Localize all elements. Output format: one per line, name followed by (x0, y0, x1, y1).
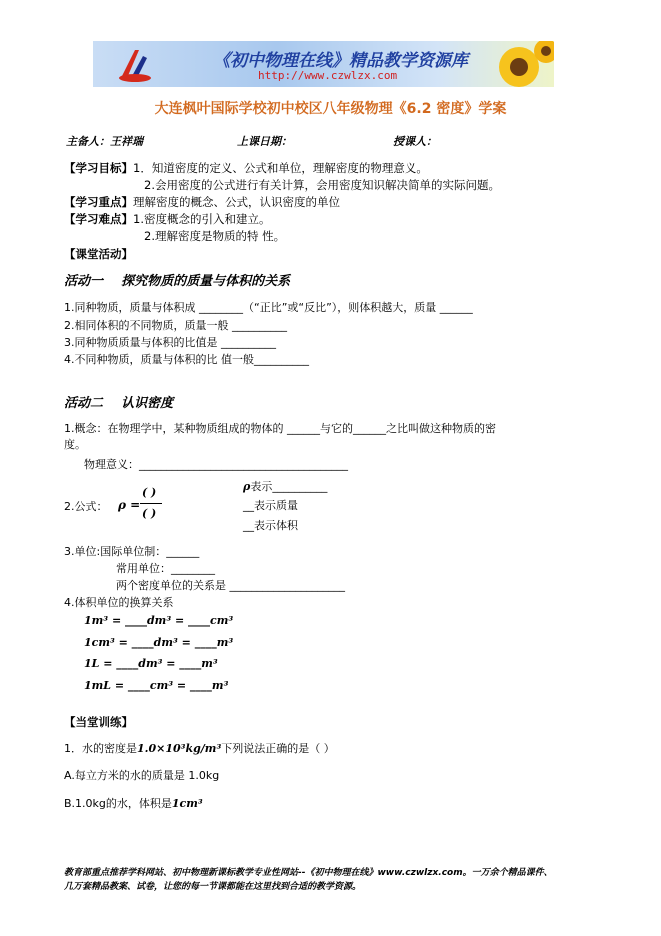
concept-line-2: 度。 (64, 438, 86, 451)
mass-description: __表示质量 (243, 499, 298, 512)
option-b-math: 1cm³ (171, 797, 203, 810)
footer-line-1: 教育部重点推荐学科网站、初中物理新课标教学专业性网站--《初中物理在线》www.czwlzx.com。一万余个精品课件、 (64, 868, 553, 878)
goal-2: 2.会用密度的公式进行有关计算，会用密度知识解决简单的实际问题。 (144, 178, 500, 192)
conversion-title: 4.体积单位的换算关系 (64, 596, 174, 609)
practice-label: 【当堂训练】 (64, 715, 133, 729)
practice-q1-post: 下列说法正确的是（ ） (221, 742, 335, 755)
key-text: 理解密度的概念、公式，认识密度的单位 (133, 195, 340, 209)
hard-2: 2.理解密度是物质的特 性。 (144, 229, 286, 243)
teacher: 授课人： (393, 135, 437, 148)
conversion-1: 1m³ = ____dm³ = ____cm³ (84, 614, 234, 627)
concept-line-1: 1.概念：在物理学中，某种物质组成的物体的 ______与它的______之比叫做这种物质的密 (64, 422, 496, 435)
fraction-bar (140, 503, 162, 504)
hard-section (64, 211, 270, 227)
activity1-title: 活动一 探究物质的质量与体积的关系 (64, 274, 291, 289)
sunflower-icon (464, 41, 554, 87)
activity1-q2: 2.相同体积的不同物质，质量一般 __________ (64, 319, 287, 332)
hard-label: 【学习难点】 (64, 212, 133, 226)
footer-line-2: 几万套精品教案、试卷，让您的每一节课都能在这里找到合适的教学资源。 (64, 882, 362, 892)
header-banner (93, 41, 554, 87)
key-label: 【学习重点】 (64, 195, 133, 209)
activity1-q4: 4.不同种物质，质量与体积的比 值一般__________ (64, 353, 309, 366)
practice-q1-math: 1.0×10³kg/m³ (137, 742, 222, 755)
goal-label: 【学习目标】 (64, 161, 133, 175)
class-date: 上课日期： (237, 135, 292, 148)
activity-label: 【课堂活动】 (64, 247, 133, 261)
option-b (64, 795, 203, 811)
formula-numerator: ( ) (142, 486, 157, 499)
option-b-text: B.1.0kg的水，体积是 (64, 797, 172, 810)
rho-symbol: ρ (243, 480, 251, 493)
rho-description (243, 478, 327, 494)
option-a: A.每立方米的水的质量是 1.0kg (64, 769, 220, 782)
conversion-2: 1cm³ = ____dm³ = ____m³ (84, 636, 234, 649)
logo-icon (115, 44, 155, 84)
activity2-title: 活动二 认识密度 (64, 396, 174, 411)
banner-url[interactable]: http://www.czwlzx.com (258, 69, 398, 82)
formula-label: 2.公式： (64, 500, 108, 513)
hard-1: 1.密度概念的引入和建立。 (133, 212, 271, 226)
formula-denominator: ( ) (142, 507, 157, 520)
practice-q1 (64, 740, 335, 756)
conversion-4: 1mL = ____cm³ = ____m³ (84, 679, 229, 692)
activity1-q1: 1.同种物质，质量与体积成 ________（“正比”或“反比”），则体积越大，质量 ______ (64, 301, 473, 314)
volume-description: __表示体积 (243, 519, 298, 532)
conversion-3: 1L = ____dm³ = ____m³ (84, 657, 218, 670)
rho-desc-text: 表示__________ (250, 480, 328, 493)
physical-meaning: 物理意义：______________________________________ (84, 458, 348, 471)
preparer: 主备人：王祥瑞 (66, 135, 143, 148)
practice-q1-pre: 1．水的密度是 (64, 742, 137, 755)
goal-1: 1．知道密度的定义、公式和单位，理解密度的物理意义。 (133, 161, 428, 175)
unit-si: 3.单位:国际单位制：______ (64, 545, 200, 558)
banner-title: 《初中物理在线》精品教学资源库 (213, 51, 468, 71)
activity1-q3: 3.同种物质质量与体积的比值是 __________ (64, 336, 276, 349)
key-section (64, 194, 340, 210)
goal-section (64, 160, 428, 176)
formula-rho: ρ = (118, 498, 141, 512)
document-title: 大连枫叶国际学校初中校区八年级物理《6.2 密度》学案 (154, 101, 507, 117)
unit-common: 常用单位：________ (116, 562, 215, 575)
unit-relation: 两个密度单位的关系是 _____________________ (116, 579, 345, 592)
